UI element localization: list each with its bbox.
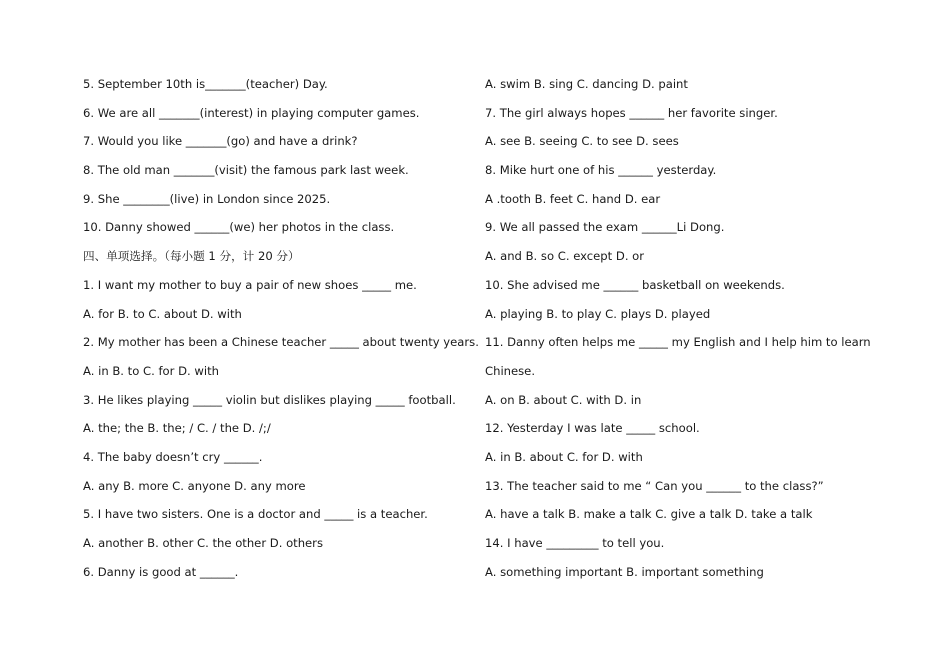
mc-options-11: A. on B. about C. with D. in	[485, 392, 642, 407]
mc-options-4: A. any B. more C. anyone D. any more	[83, 478, 306, 493]
question-9-live: 9. She ________(live) in London since 2025.	[83, 191, 331, 206]
mc-options-10: A. playing B. to play C. plays D. played	[485, 306, 711, 321]
section-heading: 四、单项选择。（每小题 1 分，计 20 分）	[83, 249, 300, 264]
question-7-go: 7. Would you like _______(go) and have a drink?	[83, 134, 358, 149]
mc-question-8: 8. Mike hurt one of his ______ yesterday.	[485, 163, 717, 178]
mc-options-12: A. in B. about C. for D. with	[485, 449, 643, 464]
mc-options-14: A. something important B. important something	[485, 564, 764, 579]
mc-question-11-continued: Chinese.	[485, 363, 536, 378]
mc-question-14: 14. I have _________ to tell you.	[485, 536, 665, 550]
right-column	[485, 76, 871, 592]
mc-question-12: 12. Yesterday I was late _____ school.	[485, 421, 700, 436]
mc-question-2: 2. My mother has been a Chinese teacher _____ about twenty years.	[83, 335, 479, 350]
mc-question-10: 10. She advised me ______ basketball on weekends.	[485, 277, 785, 292]
mc-question-7: 7. The girl always hopes ______ her favorite singer.	[485, 105, 778, 120]
mc-question-9: 9. We all passed the exam ______Li Dong.	[485, 220, 725, 235]
question-8-visit: 8. The old man _______(visit) the famous park last week.	[83, 163, 409, 178]
left-column	[83, 76, 479, 592]
question-6-interest: 6. We are all _______(interest) in playing computer games.	[83, 105, 420, 120]
mc-options-9: A. and B. so C. except D. or	[485, 249, 645, 264]
mc-options-6: A. swim B. sing C. dancing D. paint	[485, 77, 688, 91]
mc-options-3: A. the; the B. the; / C. / the D. /;/	[83, 421, 271, 436]
mc-question-4: 4. The baby doesn’t cry ______.	[83, 449, 263, 464]
mc-question-13: 13. The teacher said to me “ Can you ______ to the class?”	[485, 478, 824, 493]
mc-question-6: 6. Danny is good at ______.	[83, 564, 239, 579]
question-5-teacher: 5. September 10th is_______(teacher) Day.	[83, 77, 328, 91]
mc-question-5: 5. I have two sisters. One is a doctor and _____ is a teacher.	[83, 507, 428, 522]
question-10-we: 10. Danny showed ______(we) her photos in the class.	[83, 220, 395, 235]
mc-options-1: A. for B. to C. about D. with	[83, 306, 242, 321]
mc-question-3: 3. He likes playing _____ violin but dislikes playing _____ football.	[83, 392, 456, 407]
mc-question-11: 11. Danny often helps me _____ my English and I help him to learn	[485, 335, 871, 350]
mc-options-2: A. in B. to C. for D. with	[83, 363, 219, 378]
mc-options-8: A .tooth B. feet C. hand D. ear	[485, 191, 661, 206]
mc-options-13: A. have a talk B. make a talk C. give a talk D. take a talk	[485, 507, 813, 522]
mc-question-1: 1. I want my mother to buy a pair of new shoes _____ me.	[83, 277, 417, 292]
mc-options-7: A. see B. seeing C. to see D. sees	[485, 134, 679, 149]
mc-options-5: A. another B. other C. the other D. others	[83, 536, 323, 550]
